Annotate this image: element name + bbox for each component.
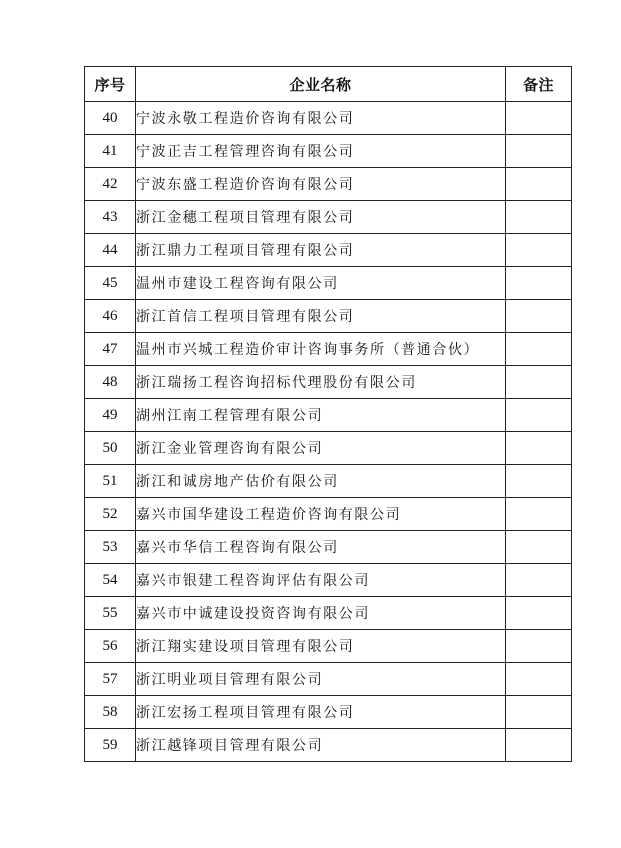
company-name: 湖州江南工程管理有限公司 [136,399,506,432]
table-row [85,300,572,333]
company-name: 宁波正吉工程管理咨询有限公司 [136,135,506,168]
table-row [85,267,572,300]
row-note [506,729,572,762]
company-name: 浙江明业项目管理有限公司 [136,663,506,696]
row-number: 40 [85,102,136,135]
table-row [85,597,572,630]
row-note [506,630,572,663]
row-note [506,168,572,201]
row-note [506,201,572,234]
row-note [506,366,572,399]
row-number: 47 [85,333,136,366]
row-note [506,234,572,267]
company-name: 浙江首信工程项目管理有限公司 [136,300,506,333]
company-name: 宁波永敬工程造价咨询有限公司 [136,102,506,135]
table-row [85,399,572,432]
company-name: 嘉兴市国华建设工程造价咨询有限公司 [136,498,506,531]
table-row [85,729,572,762]
row-number: 50 [85,432,136,465]
header-note: 备注 [506,67,572,102]
company-name: 温州市兴城工程造价审计咨询事务所（普通合伙） [136,333,506,366]
header-row [85,67,572,102]
row-number: 58 [85,696,136,729]
row-number: 56 [85,630,136,663]
table-row [85,432,572,465]
table-row [85,531,572,564]
row-number: 41 [85,135,136,168]
row-number: 45 [85,267,136,300]
row-number: 44 [85,234,136,267]
table-row [85,465,572,498]
table-body [85,102,572,762]
company-name: 浙江翔实建设项目管理有限公司 [136,630,506,663]
table-row [85,135,572,168]
company-name: 嘉兴市中诚建设投资咨询有限公司 [136,597,506,630]
table-row [85,564,572,597]
row-note [506,696,572,729]
company-name: 浙江金穗工程项目管理有限公司 [136,201,506,234]
company-name: 嘉兴市银建工程咨询评估有限公司 [136,564,506,597]
table-row [85,366,572,399]
company-name: 宁波东盛工程造价咨询有限公司 [136,168,506,201]
row-note [506,333,572,366]
table-row [85,663,572,696]
row-note [506,564,572,597]
row-number: 59 [85,729,136,762]
row-number: 49 [85,399,136,432]
row-number: 57 [85,663,136,696]
company-name: 浙江瑞扬工程咨询招标代理股份有限公司 [136,366,506,399]
table-row [85,630,572,663]
company-name: 浙江宏扬工程项目管理有限公司 [136,696,506,729]
row-note [506,663,572,696]
row-note [506,597,572,630]
table-header [85,67,572,102]
table-row [85,234,572,267]
row-number: 42 [85,168,136,201]
row-note [506,267,572,300]
row-number: 53 [85,531,136,564]
company-name: 浙江金业管理咨询有限公司 [136,432,506,465]
row-note [506,432,572,465]
row-number: 52 [85,498,136,531]
row-number: 43 [85,201,136,234]
company-name: 嘉兴市华信工程咨询有限公司 [136,531,506,564]
header-company-name: 企业名称 [136,67,506,102]
row-note [506,300,572,333]
row-note [506,135,572,168]
row-note [506,498,572,531]
table-row [85,696,572,729]
row-number: 55 [85,597,136,630]
row-number: 48 [85,366,136,399]
table-row [85,201,572,234]
company-list-table [84,66,572,762]
table-row [85,498,572,531]
row-note [506,102,572,135]
company-name: 浙江越锋项目管理有限公司 [136,729,506,762]
company-name: 温州市建设工程咨询有限公司 [136,267,506,300]
row-note [506,531,572,564]
table-row [85,168,572,201]
table-row [85,333,572,366]
company-name: 浙江鼎力工程项目管理有限公司 [136,234,506,267]
header-no: 序号 [85,67,136,102]
company-name: 浙江和诚房地产估价有限公司 [136,465,506,498]
row-number: 54 [85,564,136,597]
row-number: 51 [85,465,136,498]
table-row [85,102,572,135]
row-number: 46 [85,300,136,333]
row-note [506,465,572,498]
row-note [506,399,572,432]
